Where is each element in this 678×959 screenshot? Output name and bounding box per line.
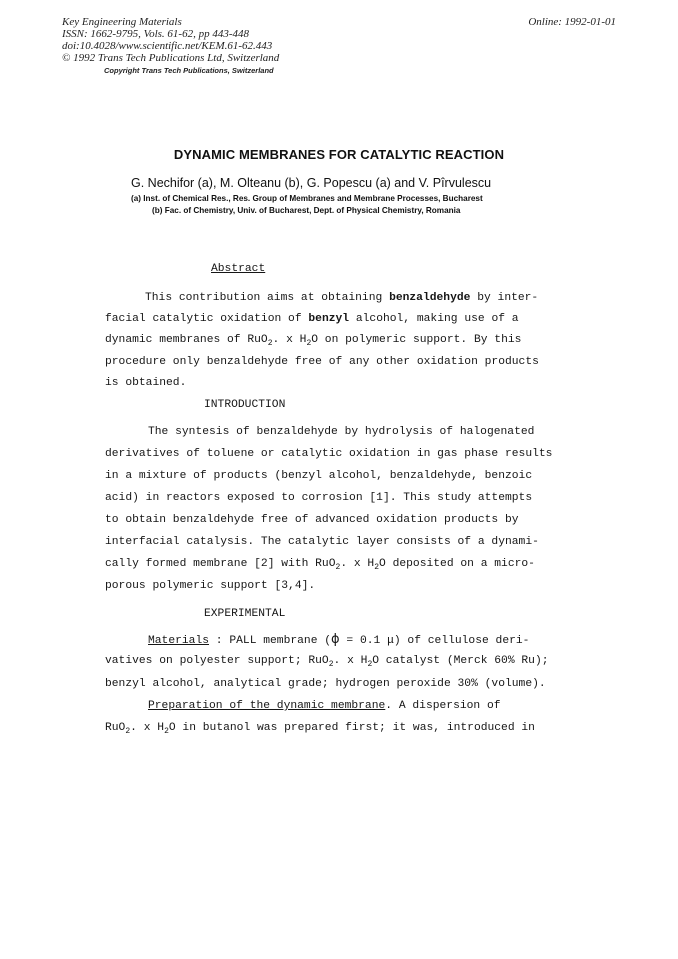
copyright-small: Copyright Trans Tech Publications, Switzerland: [104, 66, 274, 75]
intro-line-1: The syntesis of benzaldehyde by hydrolysis of halogenated: [148, 426, 535, 438]
issn-line: ISSN: 1662-9795, Vols. 61-62, pp 443-448: [62, 28, 249, 40]
intro-line-4: acid) in reactors exposed to corrosion [1]. This study attempts: [105, 492, 533, 504]
experimental-heading: EXPERIMENTAL: [204, 608, 286, 620]
materials-line-1: Materials : PALL membrane (ϕ = 0.1 μ) of cellulose deri-: [148, 632, 530, 647]
abstract-line-3: dynamic membranes of RuO$_2$. x $H_2O$ on polymeric support. By this: [105, 334, 522, 348]
intro-line-5: to obtain benzaldehyde free of advanced oxidation products by: [105, 514, 519, 526]
journal-name: Key Engineering Materials: [62, 16, 182, 28]
abstract-line-2: facial catalytic oxidation of benzyl alcohol, making use of a: [105, 313, 519, 325]
intro-line-6: interfacial catalysis. The catalytic layer consists of a dynami-: [105, 536, 539, 548]
intro-line-3: in a mixture of products (benzyl alcohol, benzaldehyde, benzoic: [105, 470, 533, 482]
preparation-line-2: RuO$_2$. x $H_2O$ in butanol was prepared first; it was, introduced in: [105, 722, 535, 736]
paper-title: DYNAMIC MEMBRANES FOR CATALYTIC REACTION: [173, 147, 505, 162]
copyright-line: © 1992 Trans Tech Publications Ltd, Switzerland: [62, 52, 280, 64]
authors: G. Nechifor (a), M. Olteanu (b), G. Popescu (a) and V. Pîrvulescu: [131, 176, 492, 190]
intro-line-7: cally formed membrane [2] with RuO$_2$. x $H_2O$ deposited on a micro-: [105, 558, 535, 572]
abstract-line-1: This contribution aims at obtaining benzaldehyde by inter-: [145, 292, 539, 304]
phi-symbol: ϕ: [331, 632, 340, 647]
journal-header: [62, 16, 279, 77]
affiliation-b: (b) Fac. of Chemistry, Univ. of Bucharest, Dept. of Physical Chemistry, Romania: [152, 206, 461, 215]
affiliation-a: (a) Inst. of Chemical Res., Res. Group of Membranes and Membrane Processes, Bucharest: [131, 194, 483, 203]
introduction-heading: INTRODUCTION: [204, 399, 286, 411]
doi-link[interactable]: doi:10.4028/www.scientific.net/KEM.61-62.443: [62, 40, 273, 52]
materials-line-3: benzyl alcohol, analytical grade; hydrogen peroxide 30% (volume).: [105, 678, 546, 690]
abstract-line-5: is obtained.: [105, 377, 187, 389]
abstract-line-4: procedure only benzaldehyde free of any other oxidation products: [105, 356, 539, 368]
online-date: Online: 1992-01-01: [528, 16, 616, 28]
abstract-heading: Abstract: [211, 263, 266, 275]
intro-line-8: porous polymeric support [3,4].: [105, 580, 316, 592]
materials-line-2: vatives on polyester support; RuO$_2$. x $H_2O$ catalyst (Merck 60% Ru);: [105, 655, 549, 669]
preparation-line-1: Preparation of the dynamic membrane. A dispersion of: [148, 700, 501, 712]
intro-line-2: derivatives of toluene or catalytic oxidation in gas phase results: [105, 448, 553, 460]
